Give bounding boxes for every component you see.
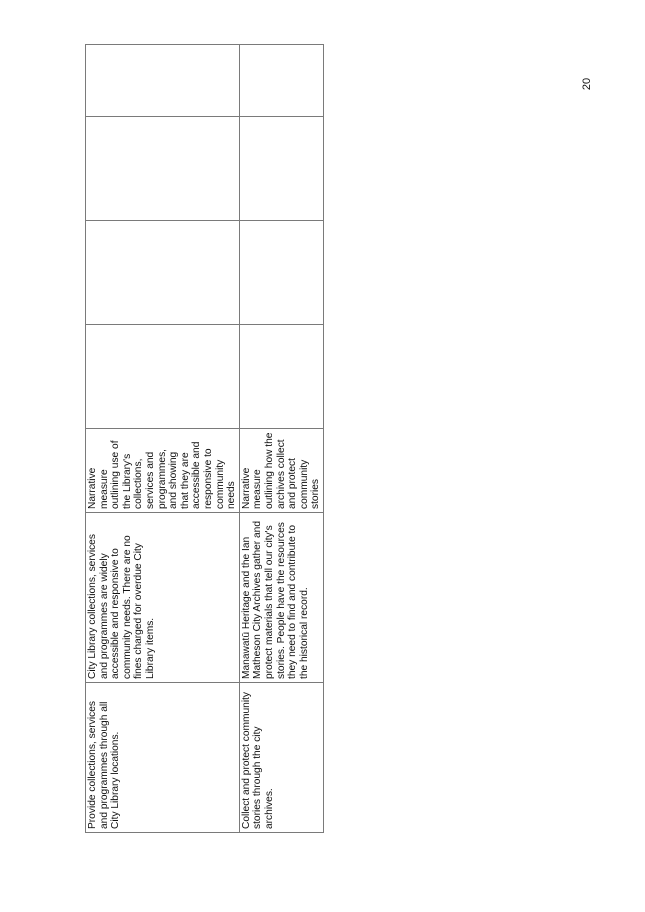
table-row <box>239 45 323 833</box>
measure-cell: Narrative measure outlining how the archives collect and protect community stories <box>239 429 323 513</box>
activity-cell: Collect and protect community stories through the city archives. <box>239 683 323 833</box>
empty-cell <box>86 117 240 221</box>
empty-cell <box>86 325 240 429</box>
performance-measures-table <box>85 44 324 833</box>
activity-cell: Provide collections, services and programmes through all City Library locations. <box>86 683 240 833</box>
outcome-cell: City Library collections, services and programmes are widely accessible and responsive to community needs. There are no fines charged for overdue City Library items. <box>86 513 240 683</box>
empty-cell <box>239 221 323 325</box>
rotated-table-frame <box>85 45 322 833</box>
empty-cell <box>239 45 323 117</box>
table-row <box>86 45 240 833</box>
page-number: 20 <box>581 77 593 91</box>
performance-table-container <box>85 45 322 833</box>
empty-cell <box>86 45 240 117</box>
measure-cell: Narrative measure outlining use of the Library's collections, services and programmes, and showing that they are accessible and responsive to community needs <box>86 429 240 513</box>
empty-cell <box>86 221 240 325</box>
outcome-cell: Manawatū Heritage and the Ian Matheson City Archives gather and protect materials that tell our city's stories. People have the resources they need to find and contribute to the historical record. <box>239 513 323 683</box>
empty-cell <box>239 117 323 221</box>
empty-cell <box>239 325 323 429</box>
